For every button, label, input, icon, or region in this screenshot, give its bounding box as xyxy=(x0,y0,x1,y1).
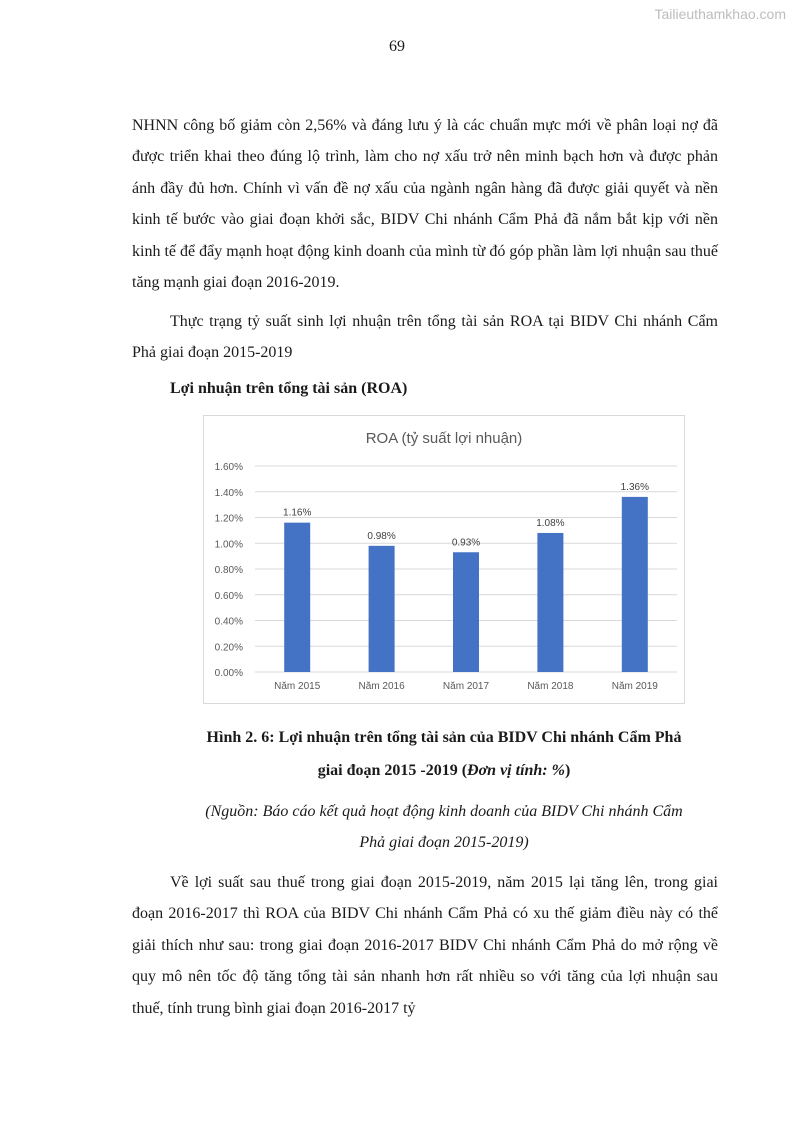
data-label: 0.93% xyxy=(451,537,481,549)
x-tick-label: Năm 2015 xyxy=(274,681,321,692)
x-tick-label: Năm 2019 xyxy=(611,681,658,692)
x-tick-label: Năm 2017 xyxy=(442,681,490,692)
data-bar xyxy=(622,497,648,672)
figure-caption-line-2 xyxy=(132,755,756,786)
x-tick-label: Năm 2016 xyxy=(358,681,405,692)
body-paragraph-3: Về lợi suất sau thuế trong giai đoạn 2015-2019, năm 2015 lại tăng lên, trong giai đoạn 2016-2017 thì ROA của BIDV Chi nhánh Cẩm Phả có xu thế giảm điều này có thể giải thích như sau: trong giai đoạn 2016-2017 BIDV Chi nhánh Cẩm Phả do mở rộng về quy mô nên tốc độ tăng tổng tài sản nhanh hơn rất nhiều so với tăng của lợi nhuận sau thuế, tính trung bình giai đoạn 2016-2017 tỷ xyxy=(132,874,718,1017)
caption-unit: Đơn vị tính: % xyxy=(467,762,565,779)
body-paragraph-1: NHNN công bố giảm còn 2,56% và đáng lưu ý là các chuẩn mực mới về phân loại nợ đã được triển khai theo đúng lộ trình, làm cho nợ xấu trở nên minh bạch hơn và được phản ánh đầy đủ hơn. Chính vì vấn đề nợ xấu của ngành ngân hàng đã được giải quyết và nền kinh tế bước vào giai đoạn khởi sắc, BIDV Chi nhánh Cẩm Phả đã nắm bắt kịp với nền kinh tế để đẩy mạnh hoạt động kinh doanh của mình từ đó góp phần làm lợi nhuận sau thuế tăng mạnh giai đoạn 2016-2019. xyxy=(132,117,718,292)
figure-caption-line-1: Hình 2. 6: Lợi nhuận trên tổng tài sản của BIDV Chi nhánh Cẩm Phả xyxy=(206,729,682,746)
watermark: Tailieuthamkhao.com xyxy=(654,6,786,22)
y-tick-label: 1.20% xyxy=(214,513,243,525)
data-label: 0.98% xyxy=(367,530,396,542)
chart-heading: Lợi nhuận trên tổng tài sản (ROA) xyxy=(170,380,408,397)
chart-canvas xyxy=(204,416,684,703)
y-tick-label: 1.00% xyxy=(214,539,243,551)
data-bar xyxy=(537,533,563,672)
y-tick-label: 0.00% xyxy=(214,668,243,679)
roa-bar-chart xyxy=(203,415,685,704)
data-bar xyxy=(284,523,310,672)
data-label: 1.36% xyxy=(620,481,649,493)
y-tick-label: 0.80% xyxy=(214,565,243,576)
data-bar xyxy=(369,546,395,672)
body-paragraph-2: Thực trạng tỷ suất sinh lợi nhuận trên tổng tài sản ROA tại BIDV Chi nhánh Cẩm Phả giai đoạn 2015-2019 xyxy=(132,313,718,362)
x-tick-label: Năm 2018 xyxy=(527,681,574,692)
y-tick-label: 0.20% xyxy=(214,642,243,654)
caption-period: giai đoạn 2015 -2019 ( xyxy=(317,762,468,779)
y-tick-label: 1.60% xyxy=(214,462,243,473)
y-tick-label: 0.40% xyxy=(214,616,243,628)
data-bar xyxy=(453,552,479,672)
data-label: 1.16% xyxy=(283,507,312,519)
source-note-line-1: (Nguồn: Báo cáo kết quả hoạt động kinh doanh của BIDV Chi nhánh Cẩm xyxy=(205,803,683,820)
page-number: 69 xyxy=(389,38,405,55)
y-tick-label: 1.40% xyxy=(214,487,243,499)
y-tick-label: 0.60% xyxy=(214,590,243,602)
source-note-line-2: Phả giai đoạn 2015-2019) xyxy=(359,834,529,851)
chart-title: ROA (tỷ suất lợi nhuận) xyxy=(365,430,523,447)
data-label: 1.08% xyxy=(536,517,565,529)
caption-close-paren: ) xyxy=(564,762,571,779)
